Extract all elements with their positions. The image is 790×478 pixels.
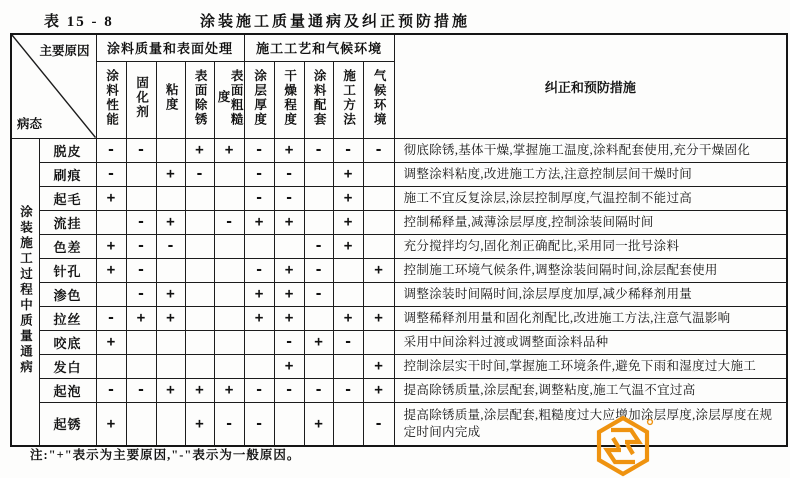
defect-name: 起锈	[39, 402, 96, 446]
cause-mark-cell	[363, 210, 394, 234]
cause-mark-cell	[244, 354, 274, 378]
corrective-measure: 提高除锈质量,涂层配套,粗糙度过大应增加涂层厚度,涂层厚度在规定时间内完成	[394, 402, 787, 446]
cause-mark-cell: +	[333, 186, 363, 210]
cause-mark-cell: -	[363, 138, 394, 162]
cause-mark-cell: -	[96, 378, 126, 402]
cause-mark-cell: +	[244, 210, 274, 234]
page-title: 涂装施工质量通病及纠正预防措施	[199, 14, 470, 30]
cause-mark-cell	[214, 306, 244, 330]
defect-name: 渗色	[39, 282, 96, 306]
document-header	[0, 6, 790, 32]
cause-mark-cell	[156, 402, 185, 446]
header-row-groups	[11, 34, 787, 61]
cause-mark-cell: +	[156, 210, 185, 234]
group-header-process-climate: 施工工艺和气候环境	[244, 34, 394, 61]
cause-mark-cell	[126, 162, 156, 186]
corrective-measure: 调整稀释剂用量和固化剂配比,改进施工方法,注意气温影响	[394, 306, 787, 330]
cause-mark-cell	[333, 282, 363, 306]
cause-mark-cell: -	[274, 162, 304, 186]
cause-mark-cell: +	[363, 378, 394, 402]
corner-label-defect: 病态	[17, 116, 43, 131]
measures-header: 纠正和预防措施	[394, 34, 787, 138]
defects-table	[10, 33, 788, 447]
cause-mark-cell	[96, 210, 126, 234]
group-header-material-surface: 涂料质量和表面处理	[96, 34, 244, 61]
cause-mark-cell: -	[244, 402, 274, 446]
corrective-measure: 调整涂装时间隔时间,涂层厚度加厚,减少稀释剂用量	[394, 282, 787, 306]
cause-mark-cell: +	[363, 258, 394, 282]
cause-mark-cell	[304, 186, 333, 210]
cause-mark-cell: +	[304, 330, 333, 354]
cause-mark-cell: -	[96, 306, 126, 330]
cause-mark-cell	[185, 330, 214, 354]
cause-mark-cell	[304, 354, 333, 378]
cause-mark-cell: +	[274, 258, 304, 282]
table-row	[11, 402, 787, 446]
cause-mark-cell: +	[274, 354, 304, 378]
defect-name: 起泡	[39, 378, 96, 402]
cause-mark-cell: -	[333, 138, 363, 162]
cause-mark-cell: +	[156, 378, 185, 402]
defect-name: 起毛	[39, 186, 96, 210]
cause-mark-cell	[363, 186, 394, 210]
cause-mark-cell: -	[126, 210, 156, 234]
hexagon-brand-logo-watermark	[591, 414, 655, 478]
cause-mark-cell: +	[96, 330, 126, 354]
cause-mark-cell: -	[363, 402, 394, 446]
defect-name: 脱皮	[39, 138, 96, 162]
cause-mark-cell	[185, 210, 214, 234]
cause-mark-cell: +	[185, 402, 214, 446]
cause-mark-cell: +	[274, 138, 304, 162]
cause-mark-cell: -	[126, 138, 156, 162]
cause-mark-cell: -	[156, 234, 185, 258]
cause-mark-cell: +	[274, 306, 304, 330]
col-header-surface-derusting: 表面除锈	[185, 61, 214, 138]
corner-label-main-cause: 主要原因	[39, 44, 90, 58]
table-row	[11, 234, 787, 258]
cause-mark-cell: -	[244, 162, 274, 186]
cause-mark-cell: -	[304, 282, 333, 306]
table-row	[11, 138, 787, 162]
cause-mark-cell	[214, 354, 244, 378]
cause-mark-cell: -	[244, 258, 274, 282]
cause-mark-cell: -	[304, 234, 333, 258]
corrective-measure: 控制施工环境气候条件,调整涂装间隔时间,涂层配套使用	[394, 258, 787, 282]
cause-mark-cell	[363, 330, 394, 354]
cause-mark-cell: +	[96, 186, 126, 210]
table-number: 表 15 - 8	[44, 14, 114, 30]
cause-mark-cell	[274, 234, 304, 258]
corrective-measure: 控制涂层实干时间,掌握施工环境条件,避免下雨和湿度过大施工	[394, 354, 787, 378]
corner-cell	[11, 34, 96, 138]
cause-mark-cell	[156, 138, 185, 162]
table-row	[11, 330, 787, 354]
cause-mark-cell	[214, 258, 244, 282]
defect-name: 咬底	[39, 330, 96, 354]
cause-mark-cell: +	[333, 306, 363, 330]
table-row	[11, 354, 787, 378]
cause-mark-cell	[304, 306, 333, 330]
table-row	[11, 378, 787, 402]
cause-mark-cell	[126, 354, 156, 378]
cause-mark-cell: +	[304, 402, 333, 446]
col-header-drying-degree: 干燥程度	[274, 61, 304, 138]
cause-mark-cell: +	[185, 138, 214, 162]
cause-mark-cell	[333, 354, 363, 378]
cause-mark-cell: +	[156, 282, 185, 306]
defect-name: 色差	[39, 234, 96, 258]
cause-mark-cell: -	[333, 378, 363, 402]
cause-mark-cell: +	[156, 162, 185, 186]
cause-mark-cell: +	[126, 306, 156, 330]
corrective-measure: 采用中间涂料过渡或调整面涂料品种	[394, 330, 787, 354]
cause-mark-cell: +	[333, 162, 363, 186]
cause-mark-cell	[333, 402, 363, 446]
cause-mark-cell: -	[274, 186, 304, 210]
col-header-climate-environment: 气候环境	[363, 61, 394, 138]
cause-mark-cell: +	[96, 234, 126, 258]
cause-mark-cell: -	[274, 330, 304, 354]
cause-mark-cell	[185, 186, 214, 210]
cause-mark-cell	[214, 234, 244, 258]
cause-mark-cell: -	[96, 162, 126, 186]
cause-mark-cell: +	[274, 282, 304, 306]
table-row	[11, 186, 787, 210]
cause-mark-cell: +	[363, 354, 394, 378]
cause-mark-cell: +	[214, 378, 244, 402]
cause-mark-cell: +	[214, 138, 244, 162]
defect-name: 针孔	[39, 258, 96, 282]
col-header-paint-matching: 涂料配套	[304, 61, 333, 138]
cause-mark-cell: -	[244, 378, 274, 402]
cause-mark-cell: +	[244, 282, 274, 306]
cause-mark-cell: -	[333, 330, 363, 354]
col-header-paint-performance: 涂料性能	[96, 61, 126, 138]
cause-mark-cell	[214, 282, 244, 306]
cause-mark-cell	[244, 234, 274, 258]
table-row	[11, 162, 787, 186]
corrective-measure: 施工不宜反复涂层,涂层控制厚度,气温控制不能过高	[394, 186, 787, 210]
defect-name: 拉丝	[39, 306, 96, 330]
cause-mark-cell	[185, 282, 214, 306]
cause-mark-cell	[214, 186, 244, 210]
cause-mark-cell	[185, 234, 214, 258]
cause-mark-cell: +	[333, 210, 363, 234]
defect-name: 发白	[39, 354, 96, 378]
cause-mark-cell: +	[274, 210, 304, 234]
cause-mark-cell: -	[304, 378, 333, 402]
cause-mark-cell	[96, 354, 126, 378]
sidebar-category-label: 涂装施工过程中质量通病	[11, 138, 39, 446]
cause-mark-cell: +	[156, 306, 185, 330]
corrective-measure: 控制稀释量,减薄涂层厚度,控制涂装间隔时间	[394, 210, 787, 234]
cause-mark-cell: -	[214, 402, 244, 446]
corrective-measure: 充分搅拌均匀,固化剂正确配比,采用同一批号涂料	[394, 234, 787, 258]
footnote: 注:"+"表示为主要原因,"-"表示为一般原因。	[30, 448, 301, 462]
col-header-construction-method: 施工方法	[333, 61, 363, 138]
cause-mark-cell: -	[126, 282, 156, 306]
cause-mark-cell	[185, 354, 214, 378]
cause-mark-cell	[363, 234, 394, 258]
cause-mark-cell: -	[304, 258, 333, 282]
cause-mark-cell	[185, 258, 214, 282]
cause-mark-cell: -	[274, 378, 304, 402]
cause-mark-cell	[363, 282, 394, 306]
cause-mark-cell	[304, 210, 333, 234]
cause-mark-cell: +	[96, 258, 126, 282]
cause-mark-cell	[96, 282, 126, 306]
table-row	[11, 258, 787, 282]
cause-mark-cell	[156, 354, 185, 378]
cause-mark-cell	[156, 258, 185, 282]
cause-mark-cell: -	[126, 258, 156, 282]
cause-mark-cell: +	[96, 402, 126, 446]
cause-mark-cell	[274, 402, 304, 446]
table-row	[11, 210, 787, 234]
cause-mark-cell	[126, 330, 156, 354]
cause-mark-cell: -	[244, 186, 274, 210]
cause-mark-cell: -	[96, 138, 126, 162]
cause-mark-cell	[244, 330, 274, 354]
defect-name: 流挂	[39, 210, 96, 234]
cause-mark-cell	[156, 186, 185, 210]
cause-mark-cell	[126, 186, 156, 210]
cause-mark-cell: +	[363, 306, 394, 330]
table-row	[11, 306, 787, 330]
col-header-coat-thickness: 涂层厚度	[244, 61, 274, 138]
cause-mark-cell: -	[214, 210, 244, 234]
cause-mark-cell: +	[333, 234, 363, 258]
cause-mark-cell: -	[244, 138, 274, 162]
defect-name: 刷痕	[39, 162, 96, 186]
col-header-curing-agent: 固化剂	[126, 61, 156, 138]
cause-mark-cell: -	[185, 162, 214, 186]
corrective-measure: 调整涂料粘度,改进施工方法,注意控制层间干燥时间	[394, 162, 787, 186]
cause-mark-cell: -	[126, 378, 156, 402]
col-header-surface-roughness: 表面粗糙度	[214, 61, 244, 138]
cause-mark-cell	[185, 306, 214, 330]
cause-mark-cell	[156, 330, 185, 354]
col-header-viscosity: 粘度	[156, 61, 185, 138]
cause-mark-cell	[214, 162, 244, 186]
corrective-measure: 彻底除锈,基体干燥,掌握施工温度,涂料配套使用,充分干燥固化	[394, 138, 787, 162]
cause-mark-cell	[304, 162, 333, 186]
corrective-measure: 提高除锈质量,涂层配套,调整粘度,施工气温不宜过高	[394, 378, 787, 402]
cause-mark-cell: +	[185, 378, 214, 402]
cause-mark-cell	[363, 162, 394, 186]
cause-mark-cell: +	[244, 306, 274, 330]
cause-mark-cell: -	[126, 234, 156, 258]
cause-mark-cell	[214, 330, 244, 354]
table-row	[11, 282, 787, 306]
cause-mark-cell: -	[304, 138, 333, 162]
cause-mark-cell	[126, 402, 156, 446]
cause-mark-cell	[333, 258, 363, 282]
